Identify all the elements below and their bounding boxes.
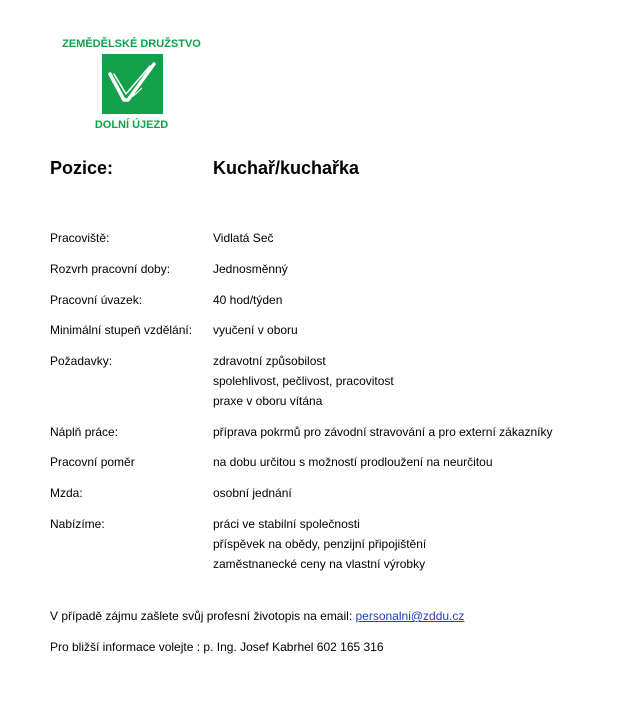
detail-value	[213, 452, 493, 472]
detail-value	[213, 422, 553, 442]
detail-label: Minimální stupeň vzdělání:	[50, 323, 193, 337]
detail-value-line: osobní jednání	[213, 486, 292, 500]
detail-row-contract	[0, 452, 644, 483]
detail-row-duties	[0, 422, 644, 452]
detail-label: Pracovní úvazek:	[50, 293, 143, 307]
detail-value	[213, 483, 292, 503]
detail-value-line: Vidlatá Seč	[213, 231, 274, 245]
detail-value	[213, 320, 298, 340]
apply-instructions	[50, 606, 464, 626]
detail-value	[213, 290, 282, 310]
position-value: Kuchař/kuchařka	[213, 158, 360, 178]
detail-label: Nabízíme:	[50, 517, 105, 531]
detail-value-line: práci ve stabilní společnosti	[213, 517, 360, 531]
detail-label: Mzda:	[50, 486, 83, 500]
detail-value-line: zdravotní způsobilost	[213, 354, 326, 368]
detail-row-workload	[0, 290, 644, 320]
detail-value-line: příspěvek na obědy, penzijní připojištění	[213, 537, 427, 551]
detail-row-education	[0, 320, 644, 351]
position-label: Pozice:	[50, 158, 114, 178]
detail-value-line: praxe v oboru vítána	[213, 394, 323, 408]
detail-row-salary	[0, 483, 644, 514]
job-details	[0, 228, 644, 574]
detail-label: Požadavky:	[50, 354, 113, 368]
apply-text: V případě zájmu zašlete svůj profesní životopis na email:	[50, 609, 356, 623]
detail-value	[213, 514, 426, 574]
detail-value-line: Jednosměnný	[213, 262, 288, 276]
company-logo	[50, 30, 213, 137]
logo-top-text: ZEMĚDĚLSKÉ DRUŽSTVO	[62, 38, 201, 50]
detail-value-line: vyučení v oboru	[213, 323, 298, 337]
detail-label: Náplň práce:	[50, 425, 119, 439]
logo-check-icon	[102, 54, 163, 114]
detail-label: Rozvrh pracovní doby:	[50, 262, 171, 276]
detail-value	[213, 228, 274, 248]
detail-value-line: na dobu určitou s možností prodloužení na neurčitou	[213, 455, 493, 469]
detail-label: Pracovní poměr	[50, 455, 135, 469]
detail-row-requirements	[0, 351, 644, 422]
detail-row-schedule	[0, 259, 644, 290]
detail-value-line: 40 hod/týden	[213, 293, 283, 307]
detail-row-offer	[0, 514, 644, 574]
detail-value-line: příprava pokrmů pro závodní stravování a pro externí zákazníky	[213, 425, 553, 439]
logo-bottom-text: DOLNÍ ÚJEZD	[94, 119, 169, 131]
detail-value-line: spolehlivost, pečlivost, pracovitost	[213, 374, 394, 388]
detail-row-workplace	[0, 228, 644, 259]
detail-value-line: zaměstnanecké ceny na vlastní výrobky	[213, 557, 426, 571]
detail-label: Pracoviště:	[50, 231, 110, 245]
detail-value	[213, 259, 288, 279]
contact-info: Pro bližší informace volejte : p. Ing. Josef Kabrhel 602 165 316	[50, 640, 384, 654]
detail-value	[213, 351, 394, 411]
email-link[interactable]: personalni@zddu.cz	[355, 609, 465, 623]
